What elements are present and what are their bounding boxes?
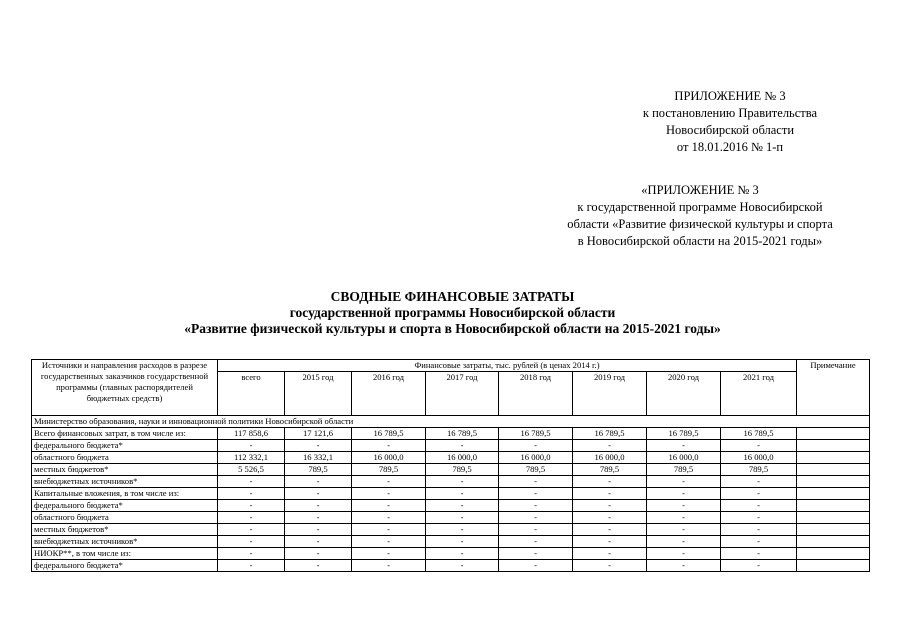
table-row xyxy=(32,524,870,536)
value-cell: - xyxy=(573,500,647,512)
value-cell: 789,5 xyxy=(285,464,352,476)
note-cell xyxy=(797,524,870,536)
appendix-program-line: к государственной программе Новосибирской xyxy=(577,200,823,214)
appendix-main-block xyxy=(600,88,860,156)
year-header-cell: 2018 год xyxy=(499,372,573,416)
value-cell: - xyxy=(721,440,797,452)
value-cell: - xyxy=(218,512,285,524)
note-cell xyxy=(797,476,870,488)
value-cell: 16 000,0 xyxy=(499,452,573,464)
value-cell: 17 121,6 xyxy=(285,428,352,440)
value-cell: 112 332,1 xyxy=(218,452,285,464)
table-row xyxy=(32,488,870,500)
value-cell: 789,5 xyxy=(426,464,499,476)
value-cell: - xyxy=(499,536,573,548)
value-cell: - xyxy=(721,488,797,500)
value-cell: - xyxy=(352,488,426,500)
value-cell: 16 789,5 xyxy=(573,428,647,440)
value-cell: - xyxy=(218,548,285,560)
value-cell: - xyxy=(499,560,573,572)
row-label-cell: федерального бюджета* xyxy=(32,560,218,572)
appendix-main-line: к постановлению Правительства xyxy=(642,106,818,120)
note-cell xyxy=(797,488,870,500)
header-costs-cell: Финансовые затраты, тыс. рублей (в ценах 2014 г.) xyxy=(218,360,797,372)
value-cell: - xyxy=(426,440,499,452)
note-cell xyxy=(797,512,870,524)
value-cell: - xyxy=(573,524,647,536)
table-row xyxy=(32,440,870,452)
value-cell: 789,5 xyxy=(573,464,647,476)
value-cell: - xyxy=(285,488,352,500)
value-cell: - xyxy=(285,536,352,548)
table-row xyxy=(32,452,870,464)
value-cell: - xyxy=(573,512,647,524)
year-header-cell: 2017 год xyxy=(426,372,499,416)
value-cell: - xyxy=(721,536,797,548)
value-cell: - xyxy=(647,524,721,536)
value-cell: - xyxy=(352,536,426,548)
title-line-2: государственной программы Новосибирской области xyxy=(289,305,616,320)
value-cell: - xyxy=(426,560,499,572)
value-cell: - xyxy=(426,488,499,500)
value-cell: 117 858,6 xyxy=(218,428,285,440)
value-cell: - xyxy=(352,500,426,512)
value-cell: - xyxy=(647,488,721,500)
value-cell: - xyxy=(426,524,499,536)
row-label-cell: областного бюджета xyxy=(32,452,218,464)
note-cell xyxy=(797,560,870,572)
document-title xyxy=(20,289,885,337)
value-cell: 16 332,1 xyxy=(285,452,352,464)
table-row xyxy=(32,500,870,512)
value-cell: - xyxy=(352,524,426,536)
note-cell xyxy=(797,440,870,452)
value-cell: - xyxy=(285,512,352,524)
value-cell: 16 789,5 xyxy=(647,428,721,440)
appendix-main-line: ПРИЛОЖЕНИЕ № 3 xyxy=(674,89,786,103)
value-cell: - xyxy=(352,560,426,572)
value-cell: 16 000,0 xyxy=(721,452,797,464)
value-cell: - xyxy=(426,500,499,512)
value-cell: - xyxy=(647,536,721,548)
table-row xyxy=(32,512,870,524)
table-row xyxy=(32,560,870,572)
value-cell: - xyxy=(647,476,721,488)
value-cell: - xyxy=(218,440,285,452)
value-cell: 16 789,5 xyxy=(499,428,573,440)
header-note-cell: Примечание xyxy=(797,360,870,416)
note-cell xyxy=(797,452,870,464)
value-cell: - xyxy=(573,536,647,548)
value-cell: 16 789,5 xyxy=(352,428,426,440)
row-label-cell: Капитальные вложения, в том числе из: xyxy=(32,488,218,500)
value-cell: - xyxy=(721,524,797,536)
value-cell: - xyxy=(218,500,285,512)
value-cell: 16 789,5 xyxy=(721,428,797,440)
value-cell: - xyxy=(352,548,426,560)
value-cell: - xyxy=(352,476,426,488)
value-cell: - xyxy=(218,488,285,500)
title-line-1: СВОДНЫЕ ФИНАНСОВЫЕ ЗАТРАТЫ xyxy=(330,289,575,304)
value-cell: - xyxy=(218,560,285,572)
row-label-cell: НИОКР**, в том числе из: xyxy=(32,548,218,560)
table-row xyxy=(32,464,870,476)
year-header-cell: всего xyxy=(218,372,285,416)
value-cell: - xyxy=(647,512,721,524)
title-line-3: «Развитие физической культуры и спорта в Новосибирской области на 2015-2021 годы» xyxy=(184,321,721,336)
value-cell: - xyxy=(647,560,721,572)
value-cell: - xyxy=(721,476,797,488)
row-label-cell: федерального бюджета* xyxy=(32,500,218,512)
row-label-cell: внебюджетных источников* xyxy=(32,476,218,488)
value-cell: - xyxy=(285,500,352,512)
value-cell: - xyxy=(499,548,573,560)
table-row xyxy=(32,536,870,548)
appendix-program-line: области «Развитие физической культуры и спорта xyxy=(567,217,833,231)
value-cell: - xyxy=(573,548,647,560)
value-cell: - xyxy=(426,476,499,488)
value-cell: - xyxy=(721,560,797,572)
year-header-cell: 2020 год xyxy=(647,372,721,416)
note-cell xyxy=(797,500,870,512)
note-cell xyxy=(797,536,870,548)
value-cell: - xyxy=(499,488,573,500)
value-cell: - xyxy=(426,512,499,524)
value-cell: - xyxy=(647,548,721,560)
value-cell: - xyxy=(647,440,721,452)
financial-costs-table xyxy=(31,359,870,572)
value-cell: - xyxy=(426,548,499,560)
year-header-cell: 2016 год xyxy=(352,372,426,416)
value-cell: - xyxy=(499,512,573,524)
header-source-cell: Источники и направления расходов в разрезе государственных заказчиков государственной программы (главных распорядителей бюджетных средств) xyxy=(32,360,218,416)
row-label-cell: местных бюджетов* xyxy=(32,524,218,536)
value-cell: - xyxy=(285,548,352,560)
value-cell: - xyxy=(352,440,426,452)
appendix-main-line: Новосибирской области xyxy=(665,123,795,137)
appendix-program-block xyxy=(520,182,880,250)
value-cell: 5 526,5 xyxy=(218,464,285,476)
note-cell xyxy=(797,548,870,560)
value-cell: - xyxy=(352,512,426,524)
value-cell: - xyxy=(218,524,285,536)
table-row xyxy=(32,428,870,440)
value-cell: 789,5 xyxy=(647,464,721,476)
value-cell: 16 789,5 xyxy=(426,428,499,440)
appendix-program-line: в Новосибирской области на 2015-2021 годы» xyxy=(577,234,823,248)
value-cell: - xyxy=(285,560,352,572)
value-cell: - xyxy=(499,500,573,512)
note-cell xyxy=(797,464,870,476)
value-cell: - xyxy=(218,476,285,488)
value-cell: - xyxy=(285,440,352,452)
row-label-cell: федерального бюджета* xyxy=(32,440,218,452)
row-label-cell: областного бюджета xyxy=(32,512,218,524)
year-header-cell: 2015 год xyxy=(285,372,352,416)
value-cell: 16 000,0 xyxy=(352,452,426,464)
year-header-cell: 2021 год xyxy=(721,372,797,416)
value-cell: - xyxy=(721,548,797,560)
value-cell: - xyxy=(285,476,352,488)
value-cell: 16 000,0 xyxy=(426,452,499,464)
value-cell: 16 000,0 xyxy=(647,452,721,464)
value-cell: 16 000,0 xyxy=(573,452,647,464)
value-cell: - xyxy=(573,476,647,488)
appendix-program-line: «ПРИЛОЖЕНИЕ № 3 xyxy=(641,183,759,197)
header-row-1 xyxy=(32,360,870,372)
row-label-cell: Всего финансовых затрат, в том числе из: xyxy=(32,428,218,440)
value-cell: - xyxy=(499,524,573,536)
value-cell: - xyxy=(499,476,573,488)
value-cell: 789,5 xyxy=(352,464,426,476)
table-row xyxy=(32,476,870,488)
row-label-cell: местных бюджетов* xyxy=(32,464,218,476)
value-cell: - xyxy=(499,440,573,452)
row-label-cell: внебюджетных источников* xyxy=(32,536,218,548)
ministry-cell: Министерство образования, науки и инновационной политики Новосибирской области xyxy=(32,416,870,428)
value-cell: - xyxy=(285,524,352,536)
value-cell: - xyxy=(426,536,499,548)
value-cell: - xyxy=(218,536,285,548)
year-header-cell: 2019 год xyxy=(573,372,647,416)
appendix-main-line: от 18.01.2016 № 1-п xyxy=(676,140,784,154)
value-cell: - xyxy=(573,488,647,500)
note-cell xyxy=(797,428,870,440)
value-cell: - xyxy=(721,500,797,512)
value-cell: - xyxy=(721,512,797,524)
value-cell: 789,5 xyxy=(721,464,797,476)
value-cell: - xyxy=(573,560,647,572)
value-cell: - xyxy=(573,440,647,452)
value-cell: 789,5 xyxy=(499,464,573,476)
ministry-row xyxy=(32,416,870,428)
value-cell: - xyxy=(647,500,721,512)
table-row xyxy=(32,548,870,560)
